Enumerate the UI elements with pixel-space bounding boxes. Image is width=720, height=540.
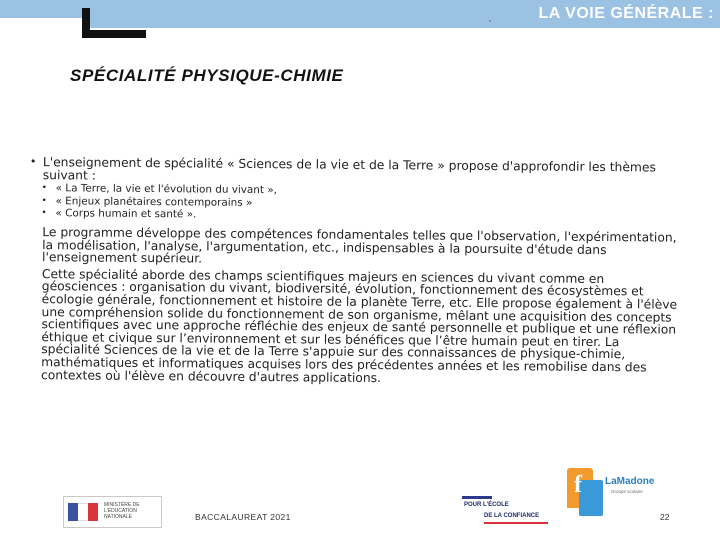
theme-item: • « Corps humain et santé ». [55,208,679,226]
intro-text: L'enseignement de spécialité « Sciences de la vie et de la Terre » propose d'approfondir les thèmes suivant : [42,155,656,183]
footer [0,472,720,540]
header-title: LA VOIE GÉNÉRALE : [538,5,714,22]
bullet-icon: • [29,154,37,169]
french-flag-icon [68,503,98,521]
theme-item: • « Enjeux planétaires contemporains » [55,195,679,213]
madone-logo [565,468,655,528]
page-number: 22 [660,512,670,522]
footer-bac-label: BACCALAUREAT 2021 [195,512,291,522]
ecole-confiance-logo [462,496,550,526]
madone-name: LaMadone [605,476,655,487]
slide-content [28,150,680,416]
paragraph-champs: Cette spécialité aborde des champs scientifiques majeurs en sciences du vivant comme en géosciences : organisation du vivant, biodiversité, évolution, fonctionnement des écosystèmes et écologie générale, fonctionnement et histoire de la planète Terre, etc. Elle propose également à l'élève une compréhension solide du fonctionnement de son organisme, mêlant une acquisition des concepts scientifiques avec une approche réfléchie des enjeux de santé personnelle et publique et une réflexion éthique et civique sur l’environnement et sur les bénéfices que l’être humain peut en tirer. La spécialité Sciences de la vie et de la Terre s'appuie sur des connaissances de physique-chimie, mathématiques et informatiques acquises lors des précédentes années et les remobilise dans des contextes où l'élève en découvre d'autres applications. [40,266,678,385]
corner-mark-horizontal [82,30,146,38]
ecole-logo-line2: DE LA CONFIANCE [484,513,540,519]
theme-item: • « La Terre, la vie et l'évolution du vivant », [56,182,680,200]
ministere-label: MINISTÈRE DE L'ÉDUCATION NATIONALE [104,502,140,520]
slide-title: SPÉCIALITÉ PHYSIQUE-CHIMIE [70,66,344,85]
themes-list [29,182,679,225]
header-notch [0,18,82,28]
madone-blue-block [579,480,603,516]
header-tick-mark: ` [488,20,493,31]
ecole-logo-bar [462,496,492,499]
paragraph-competences: Le programme développe des compétences fondamentales telles que l'observation, l'expérimentation, la modélisation, l'analyse, l'argumentation, etc., indispensables à la poursuite d'étude dans l'enseignement supérieur. [42,225,677,266]
ministere-logo [63,496,162,528]
ecole-logo-line1: POUR L'ÉCOLE [464,502,509,508]
madone-subtitle: Groupe scolaire [611,489,643,494]
madone-letter-icon: f [574,472,582,498]
ecole-logo-underline [484,522,548,524]
